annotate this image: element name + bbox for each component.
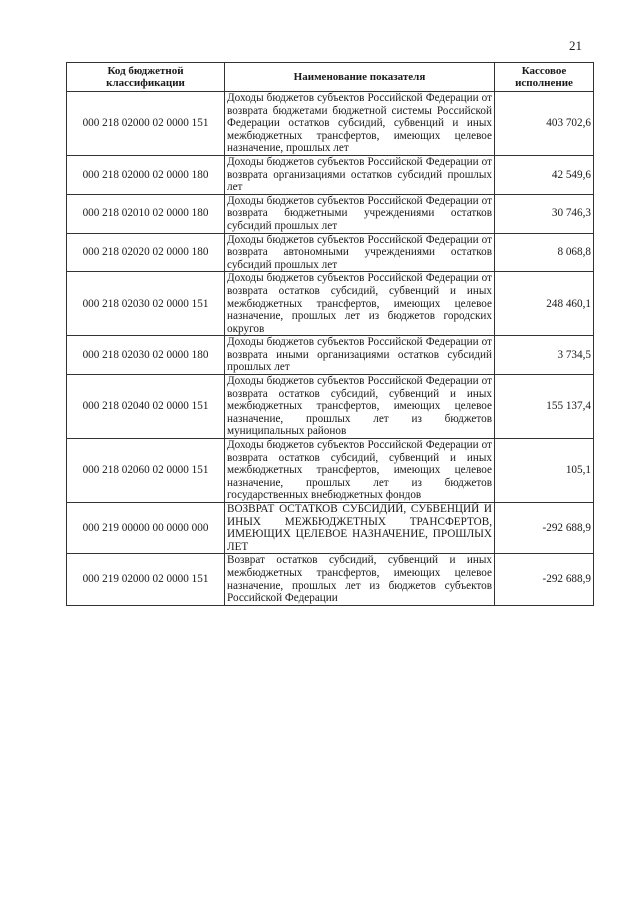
row-amount: -292 688,9 (495, 554, 594, 605)
row-amount: 155 137,4 (495, 375, 594, 439)
row-code: 000 218 02000 02 0000 180 (67, 155, 225, 194)
header-name: Наименование показателя (225, 63, 495, 92)
row-code: 000 218 02030 02 0000 180 (67, 336, 225, 375)
row-name: Доходы бюджетов субъектов Российской Федерации от возврата остатков субсидий, субвенций и иных межбюджетных трансфертов, имеющих целевое назначение, прошлых лет из бюджетов муниципальных районов (225, 375, 495, 439)
row-amount: 105,1 (495, 439, 594, 503)
row-amount: 248 460,1 (495, 272, 594, 336)
header-amount: Кассовое исполнение (495, 63, 594, 92)
table-row (67, 439, 594, 503)
row-name: Доходы бюджетов субъектов Российской Федерации от возврата автономными учреждениями остатков субсидий прошлых лет (225, 233, 495, 272)
table-row (67, 375, 594, 439)
row-code: 000 218 02020 02 0000 180 (67, 233, 225, 272)
table-row (67, 233, 594, 272)
row-name: Доходы бюджетов субъектов Российской Федерации от возврата остатков субсидий, субвенций и иных межбюджетных трансфертов, имеющих целевое назначение, прошлых лет из бюджетов городских округов (225, 272, 495, 336)
row-amount: 42 549,6 (495, 155, 594, 194)
row-amount: 403 702,6 (495, 92, 594, 156)
table-header-row (67, 63, 594, 92)
row-amount: 30 746,3 (495, 194, 594, 233)
page-number: 21 (569, 38, 582, 53)
table-row (67, 194, 594, 233)
row-amount: 8 068,8 (495, 233, 594, 272)
row-code: 000 219 02000 02 0000 151 (67, 554, 225, 605)
row-amount: -292 688,9 (495, 503, 594, 554)
row-name: Доходы бюджетов субъектов Российской Федерации от возврата бюджетными учреждениями остатков субсидий прошлых лет (225, 194, 495, 233)
row-code: 000 218 02010 02 0000 180 (67, 194, 225, 233)
table-row (67, 272, 594, 336)
table-row (67, 92, 594, 156)
row-code: 000 219 00000 00 0000 000 (67, 503, 225, 554)
row-name: Доходы бюджетов субъектов Российской Федерации от возврата организациями остатков субсидий прошлых лет (225, 155, 495, 194)
row-amount: 3 734,5 (495, 336, 594, 375)
row-name: Доходы бюджетов субъектов Российской Федерации от возврата бюджетами бюджетной системы Российской Федерации остатков субсидий, субвенций и иных межбюджетных трансфертов, имеющих целевое назначение, прошлых лет (225, 92, 495, 156)
row-name: Доходы бюджетов субъектов Российской Федерации от возврата остатков субсидий, субвенций и иных межбюджетных трансфертов, имеющих целевое назначение, прошлых лет из бюджетов государственных внебюджетных фондов (225, 439, 495, 503)
table-row (67, 503, 594, 554)
header-code: Код бюджетной классификации (67, 63, 225, 92)
table-row (67, 336, 594, 375)
row-code: 000 218 02060 02 0000 151 (67, 439, 225, 503)
row-name: Возврат остатков субсидий, субвенций и иных межбюджетных трансфертов, имеющих целевое назначение, прошлых лет из бюджетов субъектов Российской Федерации (225, 554, 495, 605)
row-code: 000 218 02000 02 0000 151 (67, 92, 225, 156)
row-code: 000 218 02040 02 0000 151 (67, 375, 225, 439)
row-name: ВОЗВРАТ ОСТАТКОВ СУБСИДИЙ, СУБВЕНЦИЙ И ИНЫХ МЕЖБЮДЖЕТНЫХ ТРАНСФЕРТОВ, ИМЕЮЩИХ ЦЕЛЕВОЕ НАЗНАЧЕНИЕ, ПРОШЛЫХ ЛЕТ (225, 503, 495, 554)
row-code: 000 218 02030 02 0000 151 (67, 272, 225, 336)
budget-table (66, 62, 594, 606)
table-row (67, 155, 594, 194)
table-row (67, 554, 594, 605)
row-name: Доходы бюджетов субъектов Российской Федерации от возврата иными организациями остатков субсидий прошлых лет (225, 336, 495, 375)
